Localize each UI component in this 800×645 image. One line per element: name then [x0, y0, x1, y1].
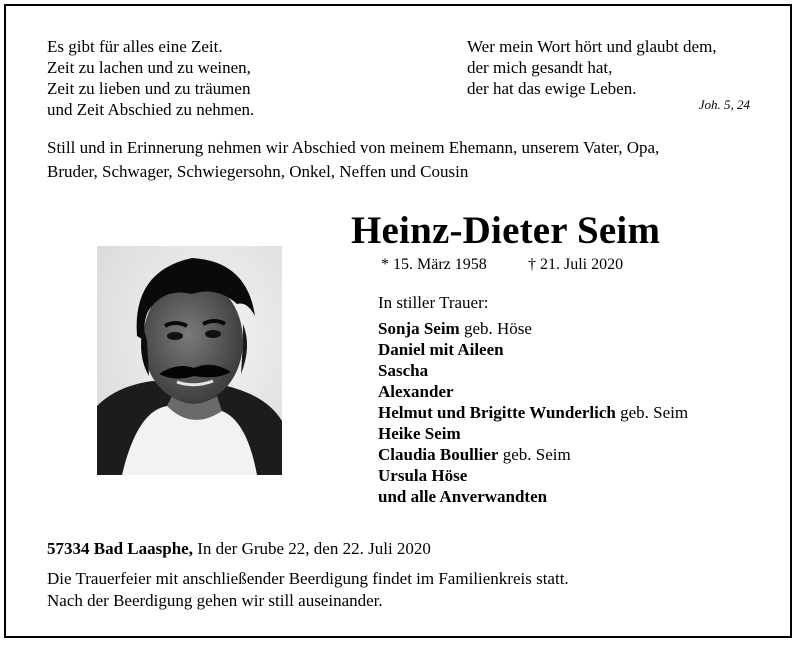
- mourner-suffix: geb. Seim: [502, 445, 571, 464]
- mourner-name: und alle Anverwandten: [378, 487, 548, 506]
- mourner-name: Sonja Seim: [378, 319, 460, 338]
- verse-left-line: und Zeit Abschied zu nehmen.: [47, 100, 255, 119]
- mourner-suffix: geb. Seim: [620, 403, 689, 422]
- mourners-list: [378, 318, 688, 507]
- mourner-entry: [378, 465, 688, 486]
- deceased-name: Heinz-Dieter Seim: [351, 209, 661, 252]
- mourner-name: Helmut und Brigitte Wunderlich: [378, 403, 616, 422]
- intro-line: Bruder, Schwager, Schwiegersohn, Onkel, Neffen und Cousin: [47, 162, 469, 181]
- verse-reference: Joh. 5, 24: [698, 97, 750, 112]
- mourner-name: Sascha: [378, 361, 429, 380]
- verse-right-line: der hat das ewige Leben.: [467, 79, 637, 98]
- verse-right-line: der mich gesandt hat,: [467, 58, 613, 77]
- mourner-entry: [378, 402, 688, 423]
- verse-right: [467, 36, 717, 99]
- footer-notice: [47, 568, 569, 612]
- mourner-name: Alexander: [378, 382, 454, 401]
- intro-line: Still und in Erinnerung nehmen wir Abschied von meinem Ehemann, unserem Vater, Opa,: [47, 138, 660, 157]
- footer-line: Nach der Beerdigung gehen wir still auseinander.: [47, 591, 383, 610]
- mourner-entry: [378, 360, 688, 381]
- mourners-heading: In stiller Trauer:: [378, 293, 489, 312]
- mourner-name: Heike Seim: [378, 424, 461, 443]
- mourner-entry: [378, 486, 688, 507]
- portrait-photo: [97, 246, 282, 475]
- intro-text: [47, 136, 659, 184]
- verse-left: [47, 36, 254, 120]
- mourner-entry: [378, 423, 688, 444]
- mourner-name: Daniel mit Aileen: [378, 340, 504, 359]
- mourner-entry: [378, 444, 688, 465]
- footer-address-place: 57334 Bad Laasphe,: [47, 539, 193, 558]
- verse-left-line: Zeit zu lachen und zu weinen,: [47, 58, 251, 77]
- mourner-entry: [378, 381, 688, 402]
- mourner-name: Ursula Höse: [378, 466, 468, 485]
- footer-address-detail: In der Grube 22, den 22. Juli 2020: [197, 539, 431, 558]
- mourner-suffix: geb. Höse: [463, 319, 532, 338]
- verse-left-line: Zeit zu lieben und zu träumen: [47, 79, 251, 98]
- verse-right-line: Wer mein Wort hört und glaubt dem,: [467, 37, 717, 56]
- footer-address: [47, 538, 431, 560]
- footer-line: Die Trauerfeier mit anschließender Beerdigung findet im Familienkreis statt.: [47, 569, 569, 588]
- mourner-entry: [378, 318, 688, 339]
- mourner-name: Claudia Boullier: [378, 445, 499, 464]
- death-date: † 21. Juli 2020: [528, 256, 624, 273]
- verse-left-line: Es gibt für alles eine Zeit.: [47, 37, 223, 56]
- birth-date: * 15. März 1958: [381, 256, 487, 273]
- mourner-entry: [378, 339, 688, 360]
